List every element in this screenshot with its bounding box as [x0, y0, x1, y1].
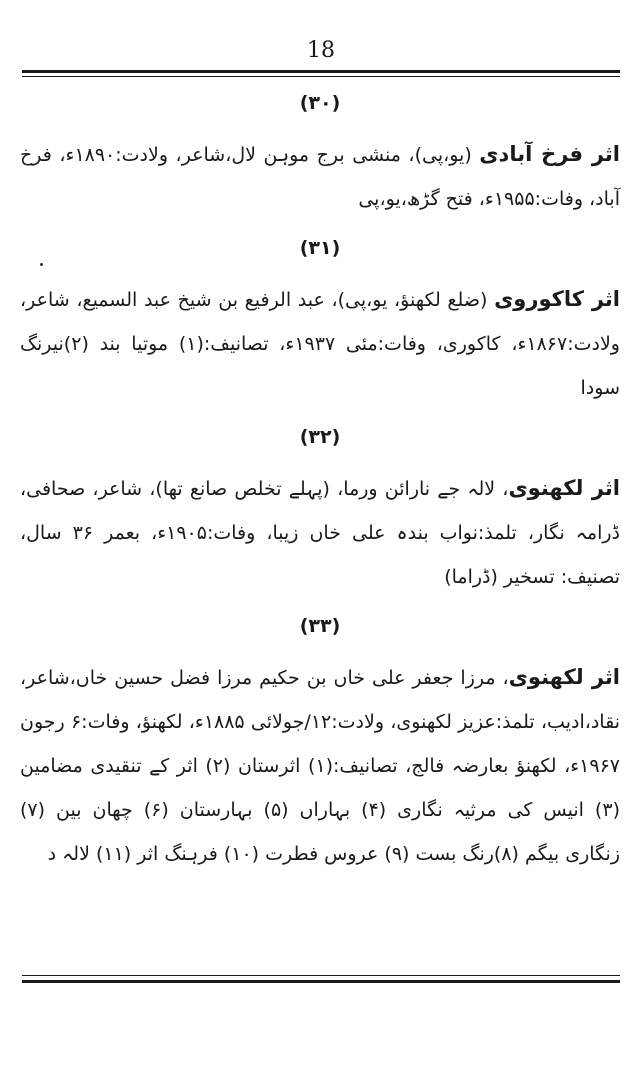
entry-body: ، مرزا جعفر علی خاں بن حکیم مرزا فضل حسین خاں،شاعر، نقاد،ادیب، تلمذ:عزیز لکھنوی، ولادت:۱۲/جولائی ۱۸۸۵ء، لکھنؤ، وفات:۶ رجون ۱۹۶۷ء، لکھنؤ بعارضہ فالج، تصانیف:(۱) اثرستان (۲) اثر کے تنقیدی مضامین (۳) انیس کی مرثیہ نگاری (۴) بہاراں (۵) بہارستان (۶) چھان بین (۷) زنگاری بیگم (۸)رنگ بست (۹) عروس فطرت (۱۰) فرہنگ اثر (۱۱) لالہ د: [20, 667, 620, 865]
header-rule-thick: [22, 70, 620, 73]
entry-body: (ضلع لکھنؤ، یو،پی)، عبد الرفیع بن شیخ عبد السمیع، شاعر، ولادت:۱۸۶۷ء، کاکوری، وفات:مئی ۱۹۳۷ء، تصانیف:(۱) موتیا بند (۲)نیرنگ سودا: [20, 289, 620, 399]
entry-name: اثر لکھنوی: [508, 665, 621, 689]
entry-text: [20, 655, 620, 876]
entry-30: [20, 88, 620, 221]
entry-number: (۳۲): [299, 426, 341, 448]
header-rule-thin: [22, 76, 620, 77]
entry-text: [20, 132, 620, 221]
entry-32: [20, 422, 620, 599]
page-number: 18: [307, 38, 335, 63]
entry-number: (۳۱): [299, 237, 341, 259]
entry-number: (۳۰): [299, 92, 341, 114]
entry-text: [20, 277, 620, 410]
footer-rule-thin: [22, 975, 620, 976]
entry-name: اثر لکھنوی: [508, 476, 620, 500]
entry-body: (یو،پی)، منشی برج موہن لال،شاعر، ولادت:۱۸۹۰ء، فرخ آباد، وفات:۱۹۵۵ء، فتح گڑھ،یو،پی: [20, 144, 620, 210]
page-content: [20, 88, 620, 888]
entry-name: اثر کاکوروی: [494, 287, 621, 311]
footer-rule-thick: [22, 980, 620, 983]
entry-text: [20, 466, 620, 599]
entry-31: [20, 233, 620, 410]
entry-body: ، لالہ جے نارائن ورما، (پہلے تخلص صانع تھا)، شاعر، صحافی، ڈرامہ نگار، تلمذ:نواب بندہ علی خاں زیبا، وفات:۱۹۰۵ء، بعمر ۳۶ سال، تصنیف: تسخیر (ڈراما): [20, 478, 620, 588]
entry-33: [20, 611, 620, 876]
entry-name: اثر فرخ آبادی: [479, 142, 620, 166]
entry-number: (۳۳): [299, 615, 341, 637]
